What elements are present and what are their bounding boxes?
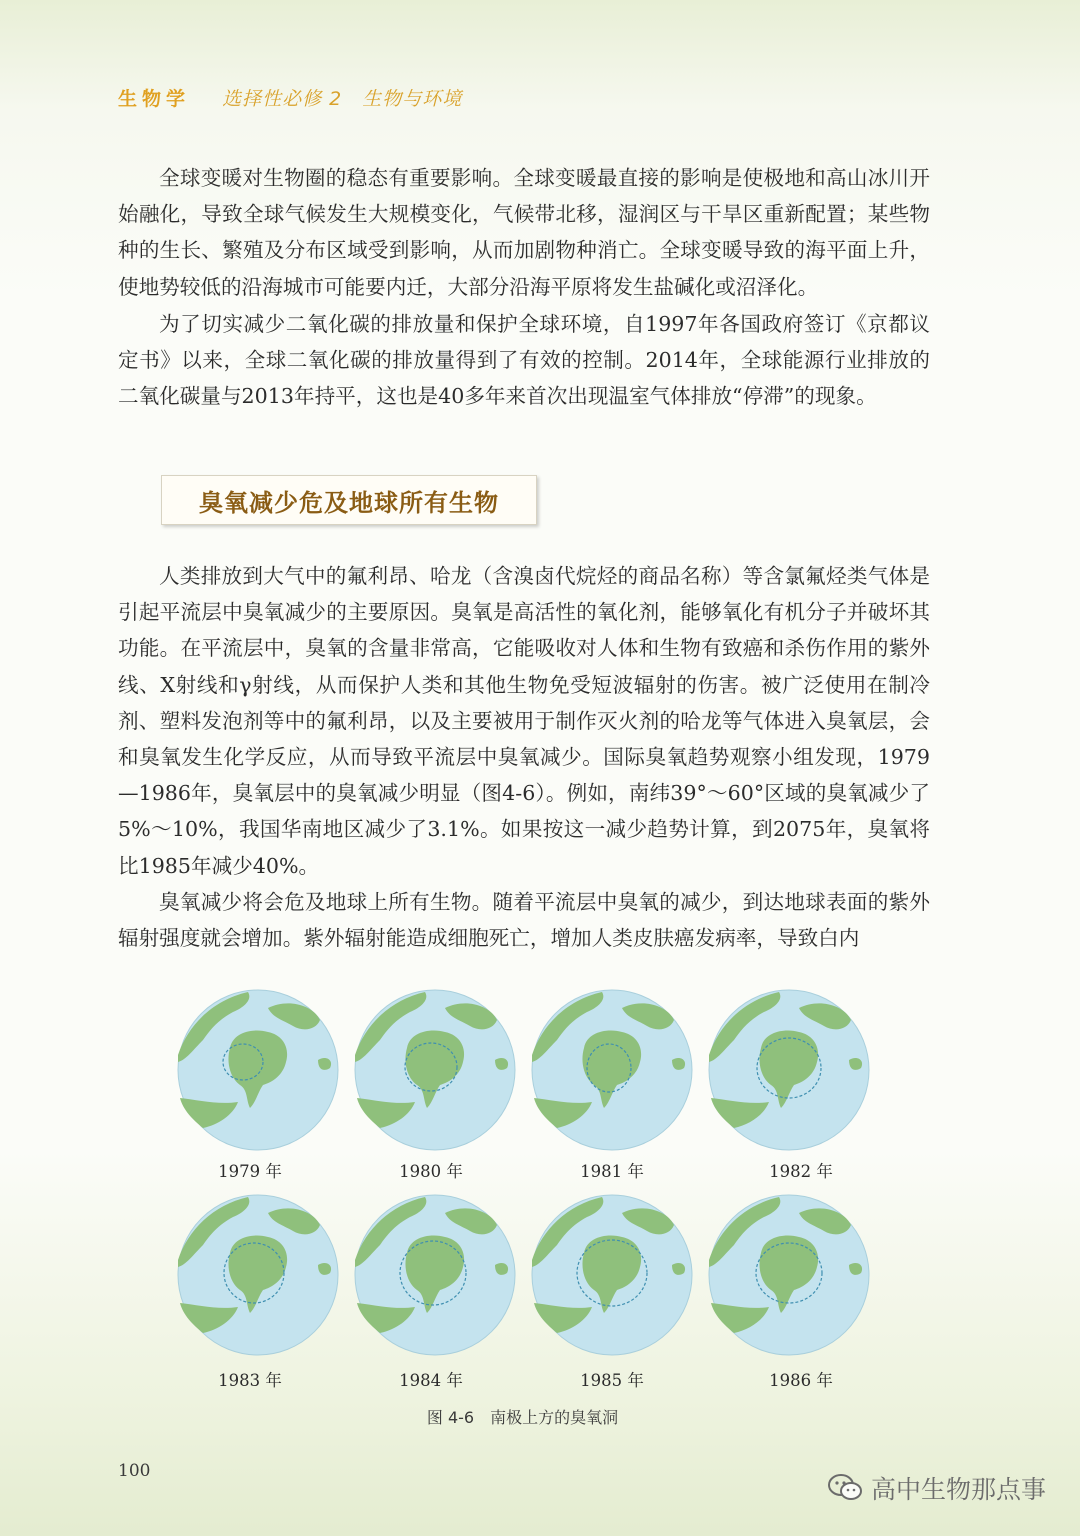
paragraph-ozone-causes: 人类排放到大气中的氟利昂、哈龙（含溴卤代烷烃的商品名称）等含氯氟烃类气体是引起平流层中臭氧减少的主要原因。臭氧是高活性的氧化剂，能够氧化有机分子并破坏其功能。在平流层中，臭氧的含量非常高，它能吸收对人体和生物有致癌和杀伤作用的紫外线、X射线和γ射线，从而保护人类和其他生物免受短波辐射的伤害。被广泛使用在制冷剂、塑料发泡剂等中的氟利昂，以及主要被用于制作灭火剂的哈龙等气体进入臭氧层，会和臭氧发生化学反应，从而导致平流层中臭氧减少。国际臭氧趋势观察小组发现，1979—1986年，臭氧层中的臭氧减少明显（图4-6）。例如，南纬39°～60°区域的臭氧减少了5%～10%，我国华南地区减少了3.1%。如果按这一减少趋势计算，到2075年，臭氧将比1985年减少40%。 bbox=[118, 564, 930, 878]
section-heading-box bbox=[161, 475, 537, 525]
section-title: 臭氧减少危及地球所有生物 bbox=[199, 488, 499, 517]
caption-text: 南极上方的臭氧洞 bbox=[490, 1408, 619, 1427]
year-label-1986: 1986 年 bbox=[769, 1371, 833, 1390]
year-label-1981: 1981 年 bbox=[580, 1162, 644, 1181]
figure-caption bbox=[0, 1405, 1045, 1428]
year-label-1982: 1982 年 bbox=[769, 1162, 833, 1181]
globe-1982 bbox=[709, 990, 869, 1150]
globe-1979 bbox=[178, 990, 338, 1150]
ozone-hole-figure bbox=[172, 985, 882, 1395]
year-label-1979: 1979 年 bbox=[218, 1162, 282, 1181]
year-label-1980: 1980 年 bbox=[399, 1162, 463, 1181]
globe-1980 bbox=[355, 990, 515, 1150]
caption-number: 图 4-6 bbox=[426, 1408, 475, 1427]
paragraph-kyoto-protocol: 为了切实减少二氧化碳的排放量和保护全球环境，自1997年各国政府签订《京都议定书》以来，全球二氧化碳的排放量得到了有效的控制。2014年，全球能源行业排放的二氧化碳量与2013年持平，这也是40多年来首次出现温室气体排放“停滞”的现象。 bbox=[118, 312, 930, 409]
paragraph-ozone-effects: 臭氧减少将会危及地球上所有生物。随着平流层中臭氧的减少，到达地球表面的紫外辐射强度就会增加。紫外辐射能造成细胞死亡，增加人类皮肤癌发病率，导致白内 bbox=[118, 890, 930, 951]
year-label-1984: 1984 年 bbox=[399, 1371, 463, 1390]
globe-1985 bbox=[532, 1195, 692, 1355]
watermark bbox=[827, 1470, 1046, 1506]
header-subject: 生物学 bbox=[118, 88, 191, 110]
paragraph-global-warming: 全球变暖对生物圈的稳态有重要影响。全球变暖最直接的影响是使极地和高山冰川开始融化，导致全球气候发生大规模变化，气候带北移，湿润区与干旱区重新配置；某些物种的生长、繁殖及分布区域受到影响，从而加剧物种消亡。全球变暖导致的海平面上升，使地势较低的沿海城市可能要内迁，大部分沿海平原将发生盐碱化或沼泽化。 bbox=[118, 166, 930, 299]
year-label-1983: 1983 年 bbox=[218, 1371, 282, 1390]
header-book-title: 选择性必修 2 生物与环境 bbox=[222, 88, 463, 110]
globe-1983 bbox=[178, 1195, 338, 1355]
chat-bubble-icon bbox=[827, 1473, 863, 1503]
globe-1981 bbox=[532, 990, 692, 1150]
globe-1984 bbox=[355, 1195, 515, 1355]
page-number: 100 bbox=[118, 1461, 151, 1481]
watermark-text: 高中生物那点事 bbox=[870, 1475, 1046, 1504]
globe-1986 bbox=[709, 1195, 869, 1355]
running-header bbox=[118, 84, 462, 111]
year-label-1985: 1985 年 bbox=[580, 1371, 644, 1390]
